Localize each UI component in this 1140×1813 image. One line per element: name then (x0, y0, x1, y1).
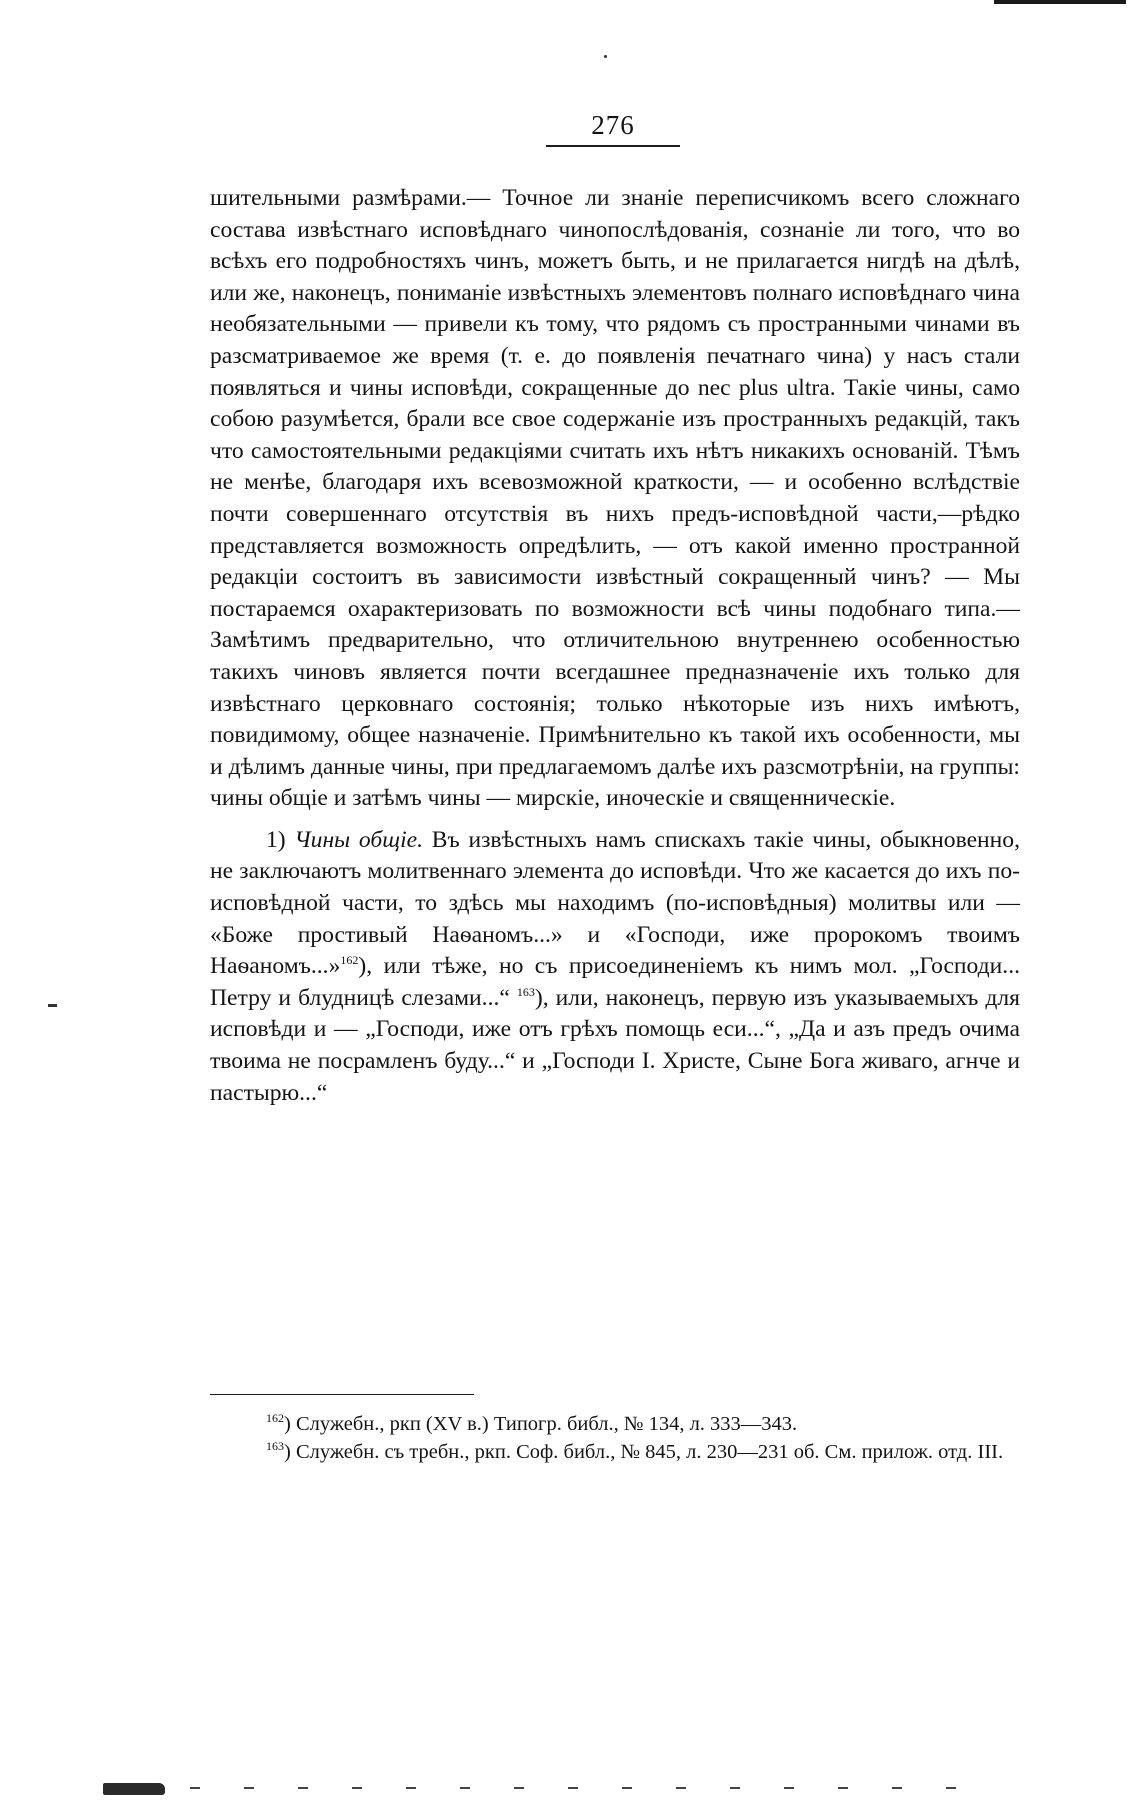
top-edge-rule (994, 0, 1126, 4)
footnote-text: ) Служебн. съ требн., ркп. Соф. библ., № 845, л. 230—231 об. См. прилож. отд. III. (284, 1441, 1004, 1463)
footnotes (210, 1410, 1020, 1466)
paragraph-text: ), или, наконецъ, первую изъ указываемыхъ для исповѣди и — „Господи, иже отъ грѣхъ помощь еси...“, „Да и азъ предъ очима твоима не посрамленъ буду...“ и „Господи І. Христе, Сыне Бога живаго, агнче и пастырю...“ (210, 984, 1020, 1106)
footnote-text: ) Служебн., ркп (XV в.) Типогр. библ., № 134, л. 333—343. (284, 1413, 798, 1435)
paragraph: шительными размѣрами.— Точное ли знаніе переписчикомъ всего сложнаго состава извѣстнаго исповѣднаго чинопослѣдованія, сознаніе ли того, что во всѣхъ его подробностяхъ чинъ, можетъ быть, и не прилагается нигдѣ на дѣлѣ, или же, наконецъ, пониманіе извѣстныхъ элементовъ полнаго исповѣднаго чина необязательными — привели къ тому, что рядомъ съ пространными чинами въ разсматриваемое же время (т. е. до появленія печатнаго чина) у насъ стали появляться и чины исповѣди, сокращенные до nec plus ultra. Такіе чины, само собою разумѣется, брали все свое содержаніе изъ пространныхъ редакцій, такъ что самостоятельными редакціями считать ихъ нѣтъ никакихъ основаній. Тѣмъ не менѣе, благодаря ихъ всевозможной краткости, — и особенно вслѣдствіе почти совершеннаго отсутствія въ нихъ предъ-исповѣдной части,—рѣдко представляется возможность опредѣлить, — отъ какой именно пространной редакціи состоитъ въ зависимости извѣстный сокращенный чинъ? — Мы постараемся охарактеризовать по возможности всѣ чины подобнаго типа.—Замѣтимъ предварительно, что отличительною внутреннею особенностью такихъ чиновъ является почти всегдашнее предназначеніе ихъ только для извѣстнаго церковнаго состоянія; только нѣкоторые изъ нихъ имѣютъ, повидимому, общее назначеніе. Примѣнительно къ такой ихъ особенности, мы и дѣлимъ данные чины, при предлагаемомъ далѣе ихъ разсмотрѣніи, на группы: чины общіе и затѣмъ чины — мирскіе, иноческіе и священническіе. (210, 185, 1020, 812)
footnote-reference: 162 (340, 953, 359, 968)
main-text (210, 183, 1020, 1109)
section-number: 1) (266, 826, 286, 853)
paragraph-text: Въ извѣстныхъ намъ спискахъ такіе чины, обыкновенно, не заключаютъ молитвеннаго элемента до исповѣди. Что же касается до ихъ по-исповѣдной части, то здѣсь мы находимъ (по-исповѣдныя) молитвы или — «Боже простивый Наѳаномъ...» и «Господи, иже пророкомъ твоимъ Наѳаномъ...» (210, 826, 1021, 980)
paragraph-text: ), или тѣже, но съ присоединеніемъ къ нимъ мол. „Господи... Петру и блудницѣ слезами...“ (210, 953, 1020, 1011)
footnote-number: 162 (266, 1411, 284, 1426)
print-speck (604, 55, 607, 58)
margin-mark (48, 1004, 57, 1007)
page-number: 276 (546, 110, 680, 147)
footnote-separator (210, 1394, 474, 1395)
footnote (210, 1410, 1020, 1438)
footnote-reference: 163 (516, 984, 535, 999)
section-label: Чины общіе. (294, 826, 424, 853)
scan-smudge (103, 1783, 165, 1795)
footnote (210, 1438, 1020, 1466)
scan-edge-marks (190, 1787, 970, 1789)
paragraph (210, 825, 1020, 1109)
footnote-number: 163 (266, 1439, 284, 1454)
